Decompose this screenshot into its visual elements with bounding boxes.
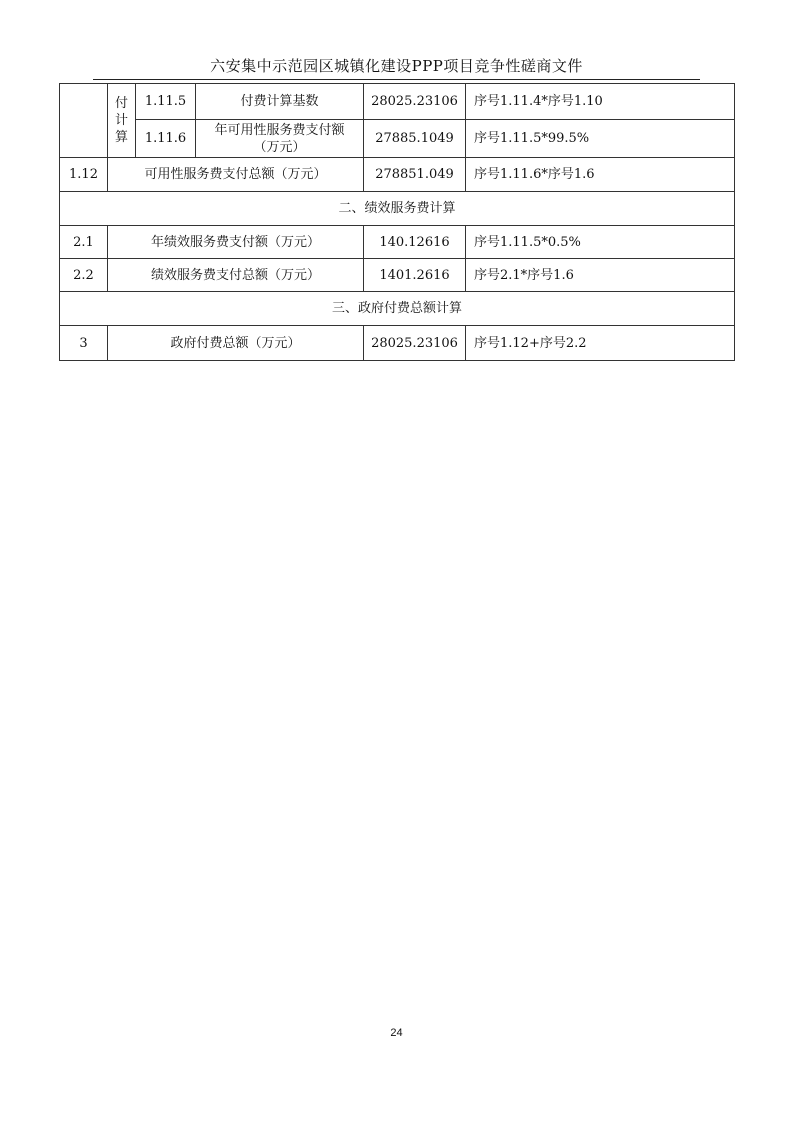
sub-label-char: 付	[114, 96, 128, 111]
document-header: 六安集中示范园区城镇化建设PPP项目竞争性磋商文件	[210, 57, 583, 75]
section-heading-row	[60, 292, 735, 326]
sub-label-char: 计	[114, 113, 128, 128]
row-item: 年绩效服务费支付额（万元）	[108, 226, 364, 259]
row-number: 1.12	[60, 158, 108, 192]
row-formula: 序号1.11.5*0.5%	[466, 226, 735, 259]
table-row	[60, 120, 735, 158]
row-formula: 序号1.11.5*99.5%	[466, 120, 735, 158]
table-row	[60, 158, 735, 192]
row-value: 278851.049	[364, 158, 466, 192]
row-item-line: 年可用性服务费支付额	[214, 122, 345, 138]
table-row	[60, 84, 735, 120]
row-item	[196, 120, 364, 158]
row-value: 28025.23106	[364, 84, 466, 120]
row-number: 1.11.6	[136, 120, 196, 158]
header-rule	[93, 79, 700, 80]
page-number: 24	[390, 1027, 403, 1039]
row-formula: 序号2.1*序号1.6	[466, 259, 735, 292]
table-row	[60, 259, 735, 292]
row-number: 1.11.5	[136, 84, 196, 120]
row-item-line: （万元）	[253, 139, 306, 155]
row-value: 27885.1049	[364, 120, 466, 158]
row-formula: 序号1.12+序号2.2	[466, 326, 735, 361]
row-item: 绩效服务费支付总额（万元）	[108, 259, 364, 292]
row-number: 3	[60, 326, 108, 361]
row-item: 政府付费总额（万元）	[108, 326, 364, 361]
sub-label-char: 算	[114, 130, 128, 145]
row-formula: 序号1.11.6*序号1.6	[466, 158, 735, 192]
section-heading-row	[60, 192, 735, 226]
empty-number-cell	[60, 84, 108, 158]
row-number: 2.2	[60, 259, 108, 292]
row-value: 1401.2616	[364, 259, 466, 292]
row-value: 28025.23106	[364, 326, 466, 361]
section-heading: 三、政府付费总额计算	[60, 292, 735, 326]
row-formula: 序号1.11.4*序号1.10	[466, 84, 735, 120]
row-number: 2.1	[60, 226, 108, 259]
table-row	[60, 326, 735, 361]
row-item: 付费计算基数	[196, 84, 364, 120]
section-heading: 二、绩效服务费计算	[60, 192, 735, 226]
sub-label-vertical	[108, 84, 136, 158]
table-row	[60, 226, 735, 259]
row-item: 可用性服务费支付总额（万元）	[108, 158, 364, 192]
row-value: 140.12616	[364, 226, 466, 259]
payment-calculation-table	[59, 83, 735, 361]
